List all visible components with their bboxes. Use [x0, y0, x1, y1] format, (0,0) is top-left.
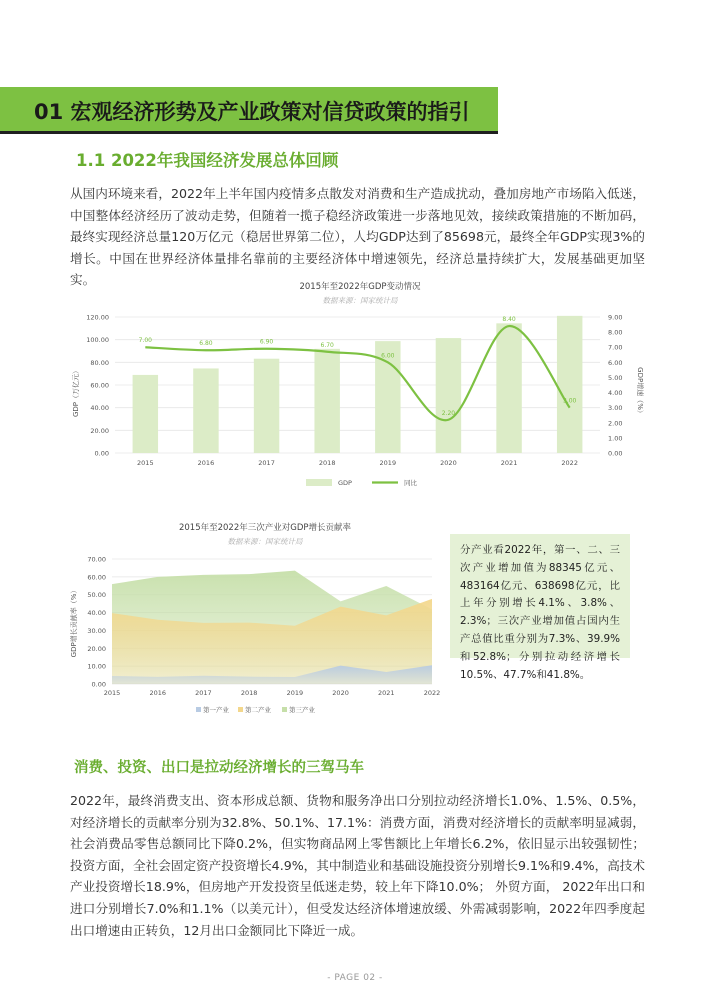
section-title: 01 宏观经济形势及产业政策对信贷政策的指引: [34, 100, 470, 124]
chart2-xtick: 2015: [103, 689, 121, 697]
chart1-y2tick: 0.00: [608, 449, 623, 458]
chart2-xtick: 2017: [195, 689, 212, 697]
chart2-ytick: 50.00: [87, 591, 106, 600]
chart2-legend-label: 第一产业: [203, 706, 229, 714]
chart1-data-label: 6.70: [320, 341, 334, 349]
chart1-bar: [314, 349, 339, 453]
chart2-xtick: 2018: [240, 689, 258, 697]
chart1-bar: [496, 323, 521, 453]
chart1-bar: [254, 359, 279, 453]
chart1-y2tick: 9.00: [608, 313, 623, 322]
page-footer: - PAGE 02 -: [327, 973, 383, 983]
chart2-ytick: 30.00: [87, 626, 106, 635]
chart1-subtitle: 数据来源：国家统计局: [322, 296, 398, 305]
chart2-ytick: 40.00: [87, 609, 106, 618]
industry-summary-box: 分产业看2022年，第一、二、三次产业增加值为88345亿元、483164亿元、638698亿元，比上年分别增长4.1%、3.8%、2.3%；三次产业增加值占国内生产总值比重分别为7.3%、39.9%和52.8%；分别拉动经济增长10.5%、47.7%和41.8%。: [450, 534, 630, 658]
chart1-ytick: 60.00: [90, 381, 109, 390]
chart1-bar: [133, 375, 158, 453]
chart1-data-label: 3.00: [563, 397, 577, 405]
chart1-y2tick: 2.00: [608, 419, 623, 428]
chart1-legend-gdp: GDP: [338, 479, 352, 487]
chart1-xtick: 2016: [197, 459, 215, 467]
chart1-xtick: 2021: [500, 459, 518, 467]
chart2-subtitle: 数据来源：国家统计局: [227, 537, 303, 546]
chart1-y2tick: 6.00: [608, 358, 623, 367]
chart1-bar: [193, 368, 218, 453]
chart2-ytick: 0.00: [91, 680, 106, 689]
chart1-ytick: 100.00: [86, 336, 109, 345]
chart1-y2tick: 3.00: [608, 404, 623, 413]
chart1-data-label: 6.90: [259, 338, 274, 346]
chart1-xtick: 2020: [440, 459, 457, 467]
chart1-y2tick: 5.00: [608, 373, 623, 382]
chart2-ytick: 60.00: [87, 573, 106, 582]
chart2-ylabel: GDP增长贡献率（%）: [70, 586, 78, 658]
chart1-y2tick: 4.00: [608, 389, 623, 398]
intro-paragraph: 从国内环境来看，2022年上半年国内疫情多点散发对消费和生产造成扰动，叠加房地产市场陷入低迷，中国整体经济经历了波动走势，但随着一揽子稳经济政策进一步落地见效，接续政策措施的不断加码，最终实现经济总量120万亿元（稳居世界第二位），人均GDP达到了85698元，最终全年GDP实现3%的增长。中国在世界经济体量排名靠前的主要经济体中增速领先，经济总量持续扩大，发展基础更加坚实。: [70, 186, 645, 288]
chart1-y2tick: 1.00: [608, 434, 623, 443]
chart2-xtick: 2019: [286, 689, 304, 697]
chart1-xtick: 2019: [379, 459, 397, 467]
subsection2-title: 消费、投资、出口是拉动经济增长的三驾马车: [74, 760, 364, 776]
chart1-bar: [436, 338, 461, 453]
chart2-ytick: 20.00: [87, 644, 106, 653]
chart2-xtick: 2021: [378, 689, 395, 697]
chart2-legend-label: 第三产业: [289, 706, 315, 714]
chart1-y2tick: 7.00: [608, 343, 623, 352]
chart2-legend-swatch: [282, 707, 287, 712]
chart1-data-label: 2.20: [441, 409, 456, 417]
chart1-bar: [557, 316, 582, 453]
chart2-xtick: 2022: [423, 689, 441, 697]
chart1-xtick: 2022: [561, 459, 578, 467]
chart1-data-label: 8.40: [502, 316, 516, 324]
chart2-legend-swatch: [238, 707, 243, 712]
chart1-data-label: 6.00: [381, 352, 395, 360]
chart2-title: 2015年至2022年三次产业对GDP增长贡献率: [178, 523, 352, 533]
chart1-ytick: 0.00: [94, 449, 109, 458]
gdp-chart: [60, 277, 650, 499]
chart2-legend-label: 第二产业: [245, 706, 271, 714]
chart1-data-label: 6.80: [199, 340, 213, 348]
growth-drivers-paragraph: 2022年，最终消费支出、资本形成总额、货物和服务净出口分别拉动经济增长1.0%、1.5%、0.5%，对经济增长的贡献率分别为32.8%、50.1%、17.1%：消费方面，消费对经济增长的贡献率明显减弱，社会消费品零售总额同比下降0.2%，但实物商品网上零售额比上年增长6.2%，依旧显示出较强韧性；投资方面，全社会固定资产投资增长4.9%，其中制造业和基础设施投资分别增长9.1%和9.4%，高技术产业投资增长18.9%，但房地产开发投资呈低迷走势，较上年下降10.0%； 外贸方面， 2022年出口和进口分别增长7.0%和1.1%（以美元计），但受发达经济体增速放缓、外需减弱影响，2022年四季度起出口增速由正转负，12月出口金额同比下降近一成。: [70, 793, 645, 938]
contribution-chart: [60, 520, 450, 725]
chart2-xtick: 2020: [332, 689, 349, 697]
chart1-data-label: 7.00: [138, 337, 152, 345]
chart1-legend-gdp-swatch: [306, 479, 332, 486]
chart1-xtick: 2017: [258, 459, 275, 467]
chart1-legend-yoy: 同比: [404, 479, 417, 487]
chart2-legend-swatch: [196, 707, 201, 712]
chart1-y2tick: 8.00: [608, 328, 623, 337]
chart1-xtick: 2018: [318, 459, 336, 467]
chart1-y2label: GDP增速（%）: [636, 367, 644, 417]
chart1-title: 2015年至2022年GDP变动情况: [299, 282, 421, 292]
chart1-ytick: 40.00: [90, 404, 109, 413]
chart1-xtick: 2015: [137, 459, 154, 467]
chart1-ytick: 80.00: [90, 358, 109, 367]
chart2-ytick: 70.00: [87, 555, 106, 564]
subsection-title: 1.1 2022年我国经济发展总体回顾: [76, 151, 339, 170]
chart1-ytick: 20.00: [90, 426, 109, 435]
section-header-bar: [0, 87, 498, 134]
chart1-ytick: 120.00: [86, 313, 109, 322]
chart2-ytick: 10.00: [87, 662, 106, 671]
chart1-ylabel: GDP（万亿元）: [72, 366, 80, 418]
chart2-xtick: 2016: [149, 689, 166, 697]
